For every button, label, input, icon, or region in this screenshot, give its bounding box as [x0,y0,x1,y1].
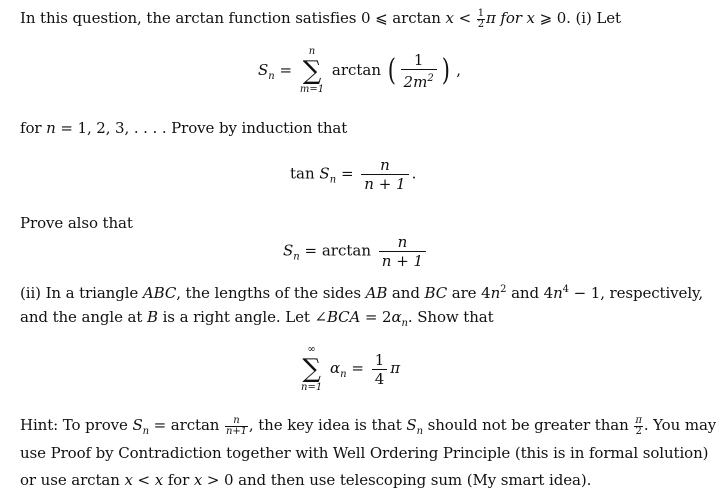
frac-den-exp: 2 [427,73,434,84]
summation [300,46,324,96]
alpha: α [391,308,402,326]
n-1: n [490,284,501,302]
part-ii-a: (ii) In a triangle [20,284,139,302]
hint-d: should not be greater than [427,416,629,434]
hint-a: Hint: To prove [20,416,128,434]
exp-1: 2 [500,284,507,295]
equation-tan-sn [290,156,416,193]
are-text: are 4 [451,284,491,302]
trailing-period: . [411,164,417,183]
equation-sn-definition [258,46,461,96]
sn-sub: n [293,251,300,263]
angle-bca: BCA [326,308,361,326]
sn-symbol: S [258,61,269,79]
part-ii-line-2 [20,307,494,334]
intro-line [20,8,621,30]
frac-num: n [361,156,408,175]
part-ii-g: . Show that [407,308,494,326]
var-x: x [154,471,164,489]
frac-num: 1 [372,351,388,370]
fraction-n-over-n-plus-1 [379,233,426,270]
frac-num: n [225,416,248,427]
sn-symbol: S [319,164,330,183]
part-ii-c: − 1, respectively, [573,284,704,302]
frac-den: n + 1 [364,175,406,193]
part-ii-f: = 2 [364,308,392,326]
prove-also-line: Prove also that [20,214,133,232]
fraction-pi-over-2 [634,416,642,437]
part-ii-b: , the lengths of the sides [176,284,361,302]
open-paren: ( [387,53,396,88]
var-x: x [193,471,203,489]
less-than: < [458,9,472,27]
frac-num: n [379,233,426,252]
var-x: x [445,9,454,27]
arctan-func: arctan [331,61,382,79]
fraction-n-over-n-plus-1 [361,156,408,193]
pi-num: π [635,414,642,426]
for-n-line [20,118,347,138]
sn-symbol: S [132,416,143,434]
equals-arctan: = arctan [304,241,371,260]
half-num: 1 [477,7,484,19]
part-ii-line-1 [20,280,703,303]
vertex-b: B [147,308,158,326]
side-ab: AB [365,284,388,302]
hint-e: . You may [643,416,716,434]
var-x: x [124,471,133,489]
exp-2: 4 [562,284,569,295]
pi-den: 2 [635,425,642,437]
alpha-sub: n [401,318,408,329]
tan-func: tan [290,164,315,183]
and-1: and [391,284,420,302]
var-x2: x [526,9,535,27]
for-text: for [167,471,190,489]
hint-l3-a: or use arctan [20,471,120,489]
hint-b: = arctan [153,416,220,434]
fraction-1-over-2m2 [401,51,437,91]
equals-sign: = [279,61,293,79]
fraction-1-over-4 [372,351,388,388]
geq-text: ⩾ 0. (i) Let [539,9,621,27]
hint-line-1 [20,415,716,442]
for-rest: = 1, 2, 3, . . . . Prove by induction that [60,119,348,137]
sn-symbol: S [283,241,294,260]
n-2: n [553,284,563,302]
triangle-abc: ABC [142,284,177,302]
var-n: n [46,119,56,137]
sn-sub: n [268,71,275,82]
equation-sn-arctan [283,233,429,270]
for-text: for [20,119,42,137]
fraction-n-over-n-plus-1 [225,416,248,437]
sn-sub-2: n [416,426,423,437]
sn-sub: n [142,426,149,437]
frac-den-base: 2m [403,73,428,91]
alpha-sub: n [340,369,347,380]
frac-den [401,70,437,91]
and-2: and 4 [511,284,554,302]
sum-lower: m=1 [299,84,325,95]
sn-symbol-2: S [406,416,417,434]
sum-upper: n [308,46,316,57]
equation-sum-alpha [298,344,400,394]
summation [301,344,322,394]
frac-den: 4 [374,369,385,388]
half-fraction [477,9,485,30]
sum-symbol: ∑ [302,354,321,384]
hint-c: , the key idea is that [248,416,402,434]
pi-for: π for [485,9,522,27]
sum-symbol: ∑ [302,56,322,86]
sum-upper: ∞ [307,344,316,355]
side-bc: BC [424,284,448,302]
frac-den: n+1 [226,425,247,437]
hint-line-3 [20,470,591,490]
part-ii-e: is a right angle. Let ∠ [162,308,327,326]
intro-text: In this question, the arctan function satisfies 0 ⩽ arctan [20,9,441,27]
pi: π [390,359,401,377]
close-paren: ) [441,53,450,88]
trailing-comma: , [456,61,461,79]
part-ii-d: and the angle at [20,308,143,326]
hint-line-2: use Proof by Contradiction together with Well Ordering Principle (this is in formal solution) [20,444,709,462]
sn-sub: n [329,174,337,186]
hint-l3-d: > 0 and then use telescoping sum (My smart idea). [206,471,592,489]
equals-sign: = [351,359,364,377]
frac-num: 1 [401,51,437,70]
frac-den: n + 1 [381,252,424,270]
equals-sign: = [340,164,354,183]
less-than: < [137,471,151,489]
sum-lower: n=1 [301,382,323,393]
alpha: α [329,359,341,377]
half-den: 2 [477,18,484,30]
